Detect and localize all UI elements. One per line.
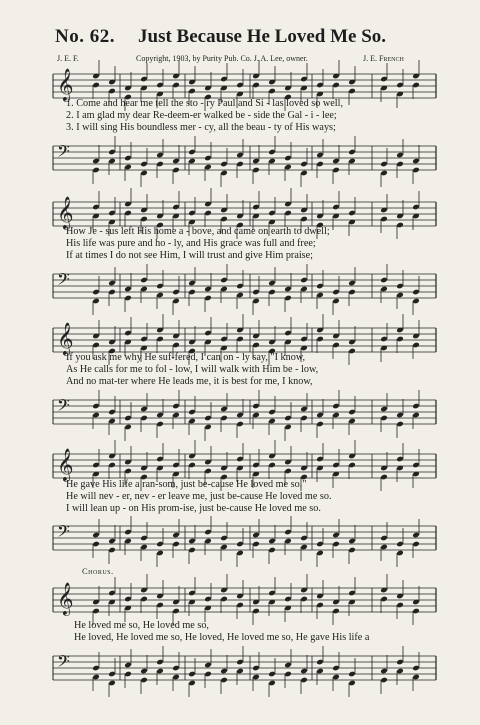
bass-clef-icon: 𝄢 [57, 141, 70, 165]
lyric-line: How Je - sus left His home a - bove, and came on earth to dwell; [66, 226, 330, 237]
bass-clef-icon: 𝄢 [57, 651, 70, 675]
treble-clef-icon: 𝄞 [57, 582, 74, 615]
lyricist-credit: J. E. F. [57, 54, 79, 63]
lyric-line: 1. Come and hear me tell the sto - ry Paul and Si - las loved so well, [66, 98, 343, 109]
bass-staff [0, 268, 480, 304]
treble-clef-icon: 𝄞 [57, 196, 74, 229]
lyric-line: 3. I will sing His boundless mer - cy, all the beau - ty of His ways; [66, 122, 336, 133]
treble-staff [0, 582, 480, 618]
lyric-line: He gave His life a ran-som, just be-cause He loved me so." [66, 479, 307, 490]
bass-clef-icon: 𝄢 [57, 521, 70, 545]
composer-credit: J. E. French [363, 54, 404, 63]
chorus-label: Chorus. [82, 566, 114, 576]
treble-clef-icon: 𝄞 [57, 322, 74, 355]
lyrics-block [66, 226, 436, 262]
lyric-line: 2. I am glad my dear Re-deem-er walked be - side the Gal - i - lee; [66, 110, 337, 121]
hymn-header [55, 26, 445, 52]
treble-clef-icon: 𝄞 [57, 448, 74, 481]
lyric-line: And no mat-ter where He leads me, it is best for me, I know, [66, 376, 313, 387]
lyric-line: He will nev - er, nev - er leave me, just be-cause He loved me so. [66, 491, 332, 502]
bass-staff [0, 140, 480, 176]
hymn-number: No. 62. [55, 26, 115, 47]
lyric-line: His life was pure and ho - ly, and His grace was full and free; [66, 238, 316, 249]
lyric-line: He loved, He loved me so, He loved, He loved me so, He gave His life a [74, 632, 370, 643]
bass-clef-icon: 𝄢 [57, 269, 70, 293]
bass-staff [0, 650, 480, 686]
lyrics-block [74, 620, 444, 644]
bass-staff [0, 520, 480, 556]
lyric-line: If at times I do not see Him, I will trust and give Him praise; [66, 250, 313, 261]
lyrics-block [66, 352, 436, 388]
lyric-line: He loved me so, He loved me so, [74, 620, 209, 631]
lyrics-block [66, 479, 436, 515]
bass-clef-icon: 𝄢 [57, 395, 70, 419]
credits-line [55, 54, 447, 66]
lyric-line: I will lean up - on His prom-ise, just be-cause He loved me so. [66, 503, 321, 514]
lyrics-block [66, 98, 436, 134]
treble-clef-icon: 𝄞 [57, 68, 74, 101]
lyric-line: If you ask me why He suf-fered, I can on - ly say, "I know, [66, 352, 306, 363]
hymn-title: Just Because He Loved Me So. [138, 26, 387, 47]
bass-staff [0, 394, 480, 430]
lyric-line: As He calls for me to fol - low, I will walk with Him be - low, [66, 364, 319, 375]
copyright-notice: Copyright, 1903, by Purity Pub. Co. J. A. Lee, owner. [136, 54, 308, 63]
